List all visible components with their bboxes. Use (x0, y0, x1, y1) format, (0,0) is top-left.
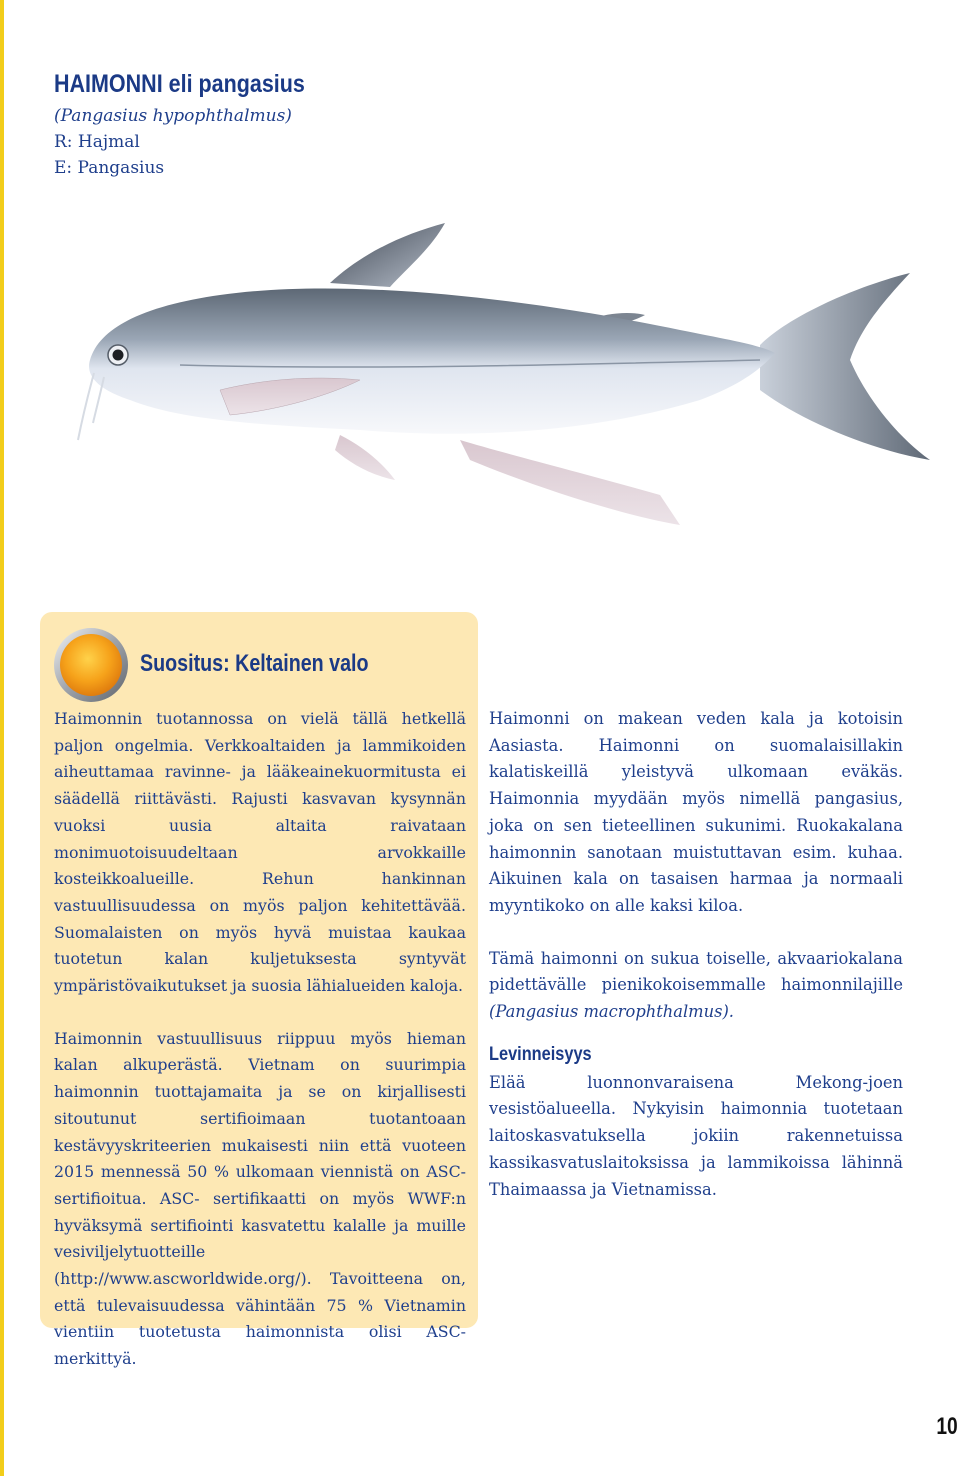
recommendation-paragraph-1: Haimonnin tuotannossa on vielä tällä hetkellä paljon ongelmia. Verkkoaltaiden ja lammikoiden aiheuttamaa ravinne- ja lääkeainekuormitusta ei säädellä riittävästi. Rajusti kasvavan kysynnän vuoksi uusia altaita raivataan monimuotoisuudeltaan arvokkaille kosteikkoalueille. Rehun hankinnan vastuullisuudessa on myös paljon kehitettävää. Suomalaisten on myös hyvä muistaa kaukaa tuotetun kalan kuljetuksesta syntyvät ympäristövaikutukset ja suosia lähialueiden kaloja. (54, 709, 466, 996)
info-paragraph-2 (489, 946, 903, 1026)
recommendation-text (54, 706, 466, 1373)
distribution-heading: Levinneisyys (489, 1043, 592, 1065)
page-edge-bar (0, 0, 4, 1476)
latin-name: (Pangasius hypophthalmus) (54, 106, 292, 126)
distribution-text: Elää luonnonvaraisena Mekong-joen vesistöalueella. Nykyisin haimonnia tuotetaan laitoskasvatuksella jokiin rakennetuissa kassikasvatuslaitoksissa ja lammikoissa lähinnä Thaimaassa ja Vietnamissa. (489, 1072, 903, 1199)
yellow-traffic-light-icon (52, 626, 130, 704)
recommendation-title: Suositus: Keltainen valo (140, 650, 369, 677)
fish-illustration (60, 195, 940, 540)
species-title: HAIMONNI eli pangasius (54, 70, 305, 98)
species-info (489, 706, 903, 1203)
english-name: E: Pangasius (54, 158, 165, 178)
swedish-name: R: Hajmal (54, 132, 140, 152)
info-paragraph-2-text: Tämä haimonni on sukua toiselle, akvaariokalana pidettävälle pienikokoisemmalle haimonnilajille (489, 948, 903, 995)
page-number: 10 (936, 1413, 958, 1440)
related-species-latin: (Pangasius macrophthalmus). (489, 1002, 734, 1022)
species-header (54, 70, 554, 181)
info-paragraph-1: Haimonni on makean veden kala ja kotoisin Aasiasta. Haimonni on suomalaisillakin kalatiskeillä yleistyvä ulkomaan eväkäs. Haimonnia myydään myös nimellä pangasius, joka on sen tieteellinen sukunimi. Ruokakalana haimonnin sanotaan muistuttavan esim. kuhaa. Aikuinen kala on tasaisen harmaa ja normaali myyntikoko on alle kaksi kiloa. (489, 709, 903, 915)
recommendation-paragraph-2: Haimonnin vastuullisuus riippuu myös hieman kalan alkuperästä. Vietnam on suurimpia haimonnin tuottajamaita ja se on kirjallisesti sitoutunut sertifioimaan tuotantoaan kestävyyskriteerien mukaisesti niin että vuoteen 2015 mennessä 50 % ulkomaan viennistä on ASC-sertifioitua. ASC- sertifikaatti on myös WWF:n hyväksymä sertifiointi kasvatettu kalalle ja muille vesiviljelytuotteille (http://www.ascworldwide.org/). Tavoitteena on, että tulevaisuudessa vähintään 75 % Vietnamin vientiin tuotetusta haimonnista olisi ASC- merkittyä. (54, 1028, 466, 1369)
